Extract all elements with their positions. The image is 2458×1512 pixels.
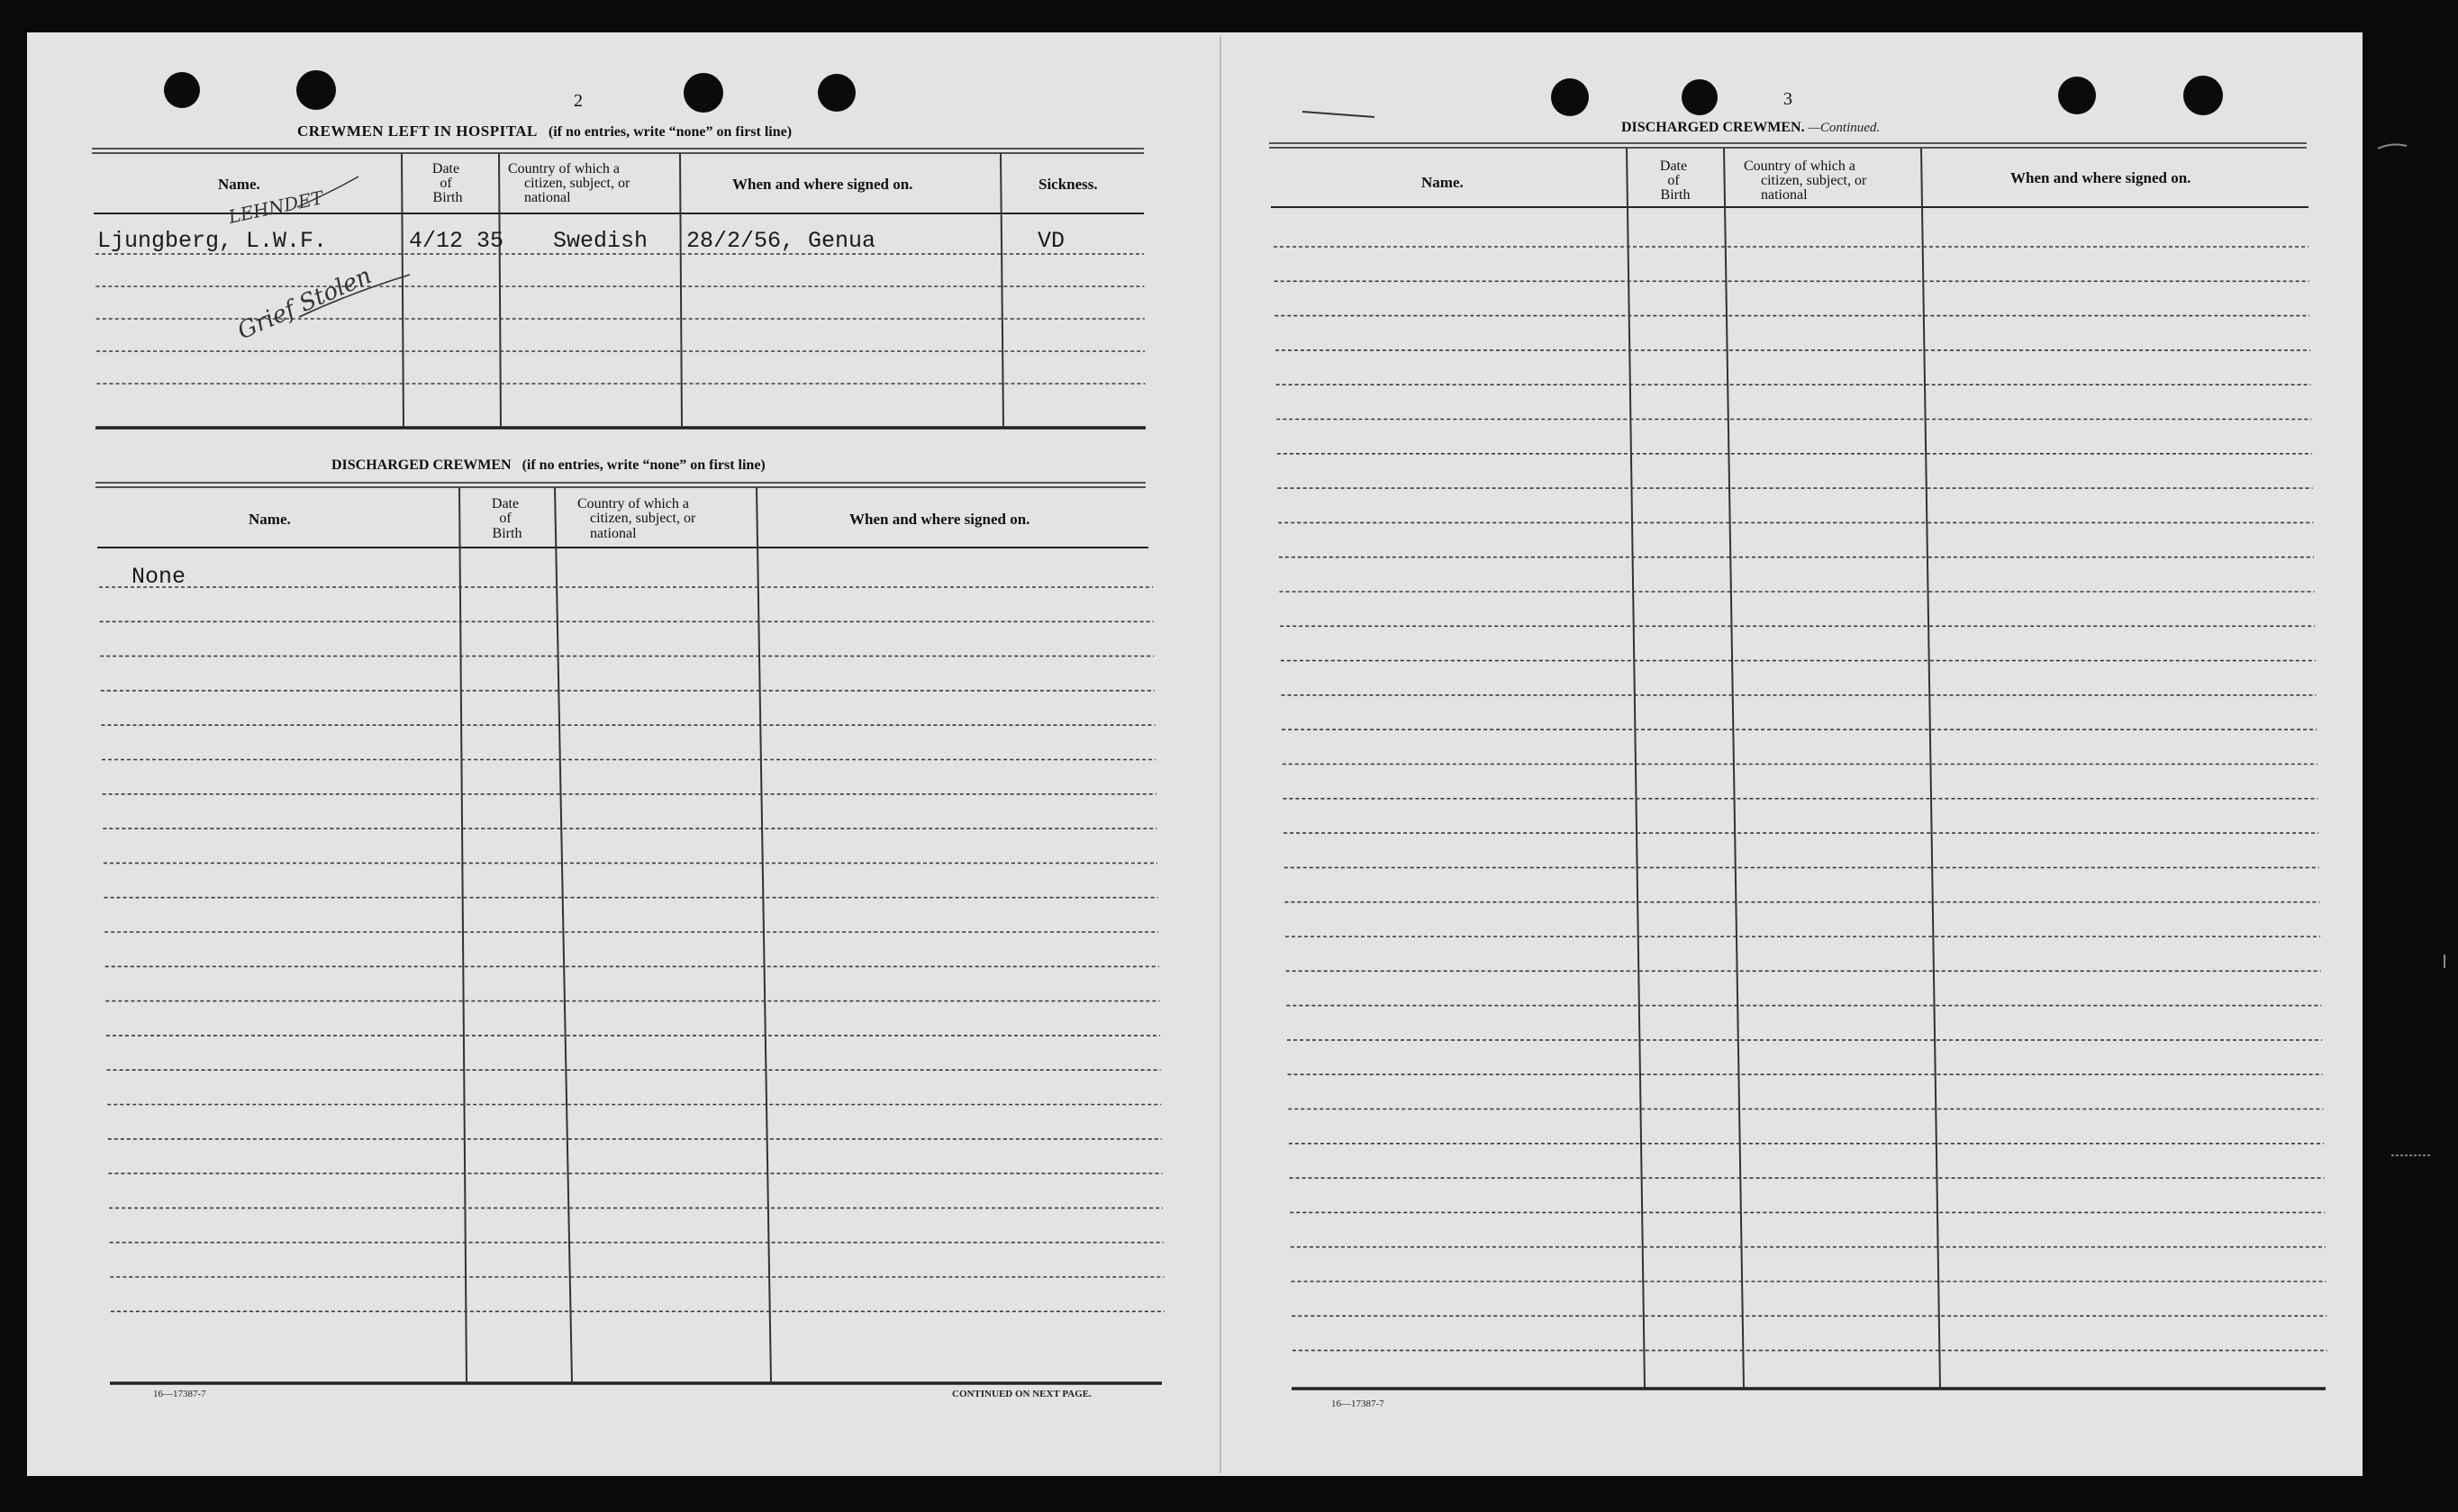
right-title: DISCHARGED CREWMEN. <box>1621 120 1805 135</box>
hospital-entry-signed: 28/2/56, Genua <box>686 228 876 254</box>
hospital-title: CREWMEN LEFT IN HOSPITAL <box>297 122 538 140</box>
discharged-title: DISCHARGED CREWMEN <box>331 457 512 473</box>
continued-note: CONTINUED ON NEXT PAGE. <box>952 1389 1092 1399</box>
hospital-entry-country: Swedish <box>553 228 649 254</box>
discharged-instruction: (if no entries, write “none” on first line) <box>522 457 766 473</box>
discharged-col-country: Country of which a citizen, subject, or national <box>577 496 696 541</box>
hospital-col-dob: Date of Birth <box>431 161 463 205</box>
right-col-country: Country of which a citizen, subject, or national <box>1744 158 1867 203</box>
discharged-col-name: Name. <box>249 511 291 528</box>
discharged-col-signed: When and where signed on. <box>849 511 1030 528</box>
form-number-right: 16—17387-7 <box>1331 1399 1384 1409</box>
page-number-right: 3 <box>1783 89 1792 109</box>
right-col-dob: Date of Birth <box>1659 158 1691 203</box>
right-section-title <box>1621 120 1880 135</box>
handwritten-note-1: LEHNDET <box>226 186 325 228</box>
hospital-entry-dob: 4/12 35 <box>409 228 504 254</box>
right-page-paper <box>1220 32 2363 1476</box>
hospital-col-name: Name. <box>218 176 260 193</box>
handwritten-note-2: Grief Stolen <box>233 262 376 346</box>
discharged-col-dob: Date of Birth <box>491 496 522 541</box>
discharged-entry-none: None <box>132 564 186 590</box>
hospital-col-sickness: Sickness. <box>1039 176 1098 193</box>
discharged-section-title <box>331 457 766 473</box>
hospital-col-country: Country of which a citizen, subject, or national <box>508 161 630 205</box>
right-title-suffix: —Continued. <box>1808 121 1881 135</box>
right-col-name: Name. <box>1421 174 1464 191</box>
hospital-entry-sickness: VD <box>1038 228 1066 254</box>
page-number-left: 2 <box>574 91 583 111</box>
right-col-signed: When and where signed on. <box>2010 169 2191 186</box>
hospital-col-signed: When and where signed on. <box>732 176 913 193</box>
hospital-instruction: (if no entries, write “none” on first line) <box>548 124 793 140</box>
hospital-entry-name: Ljungberg, L.W.F. <box>97 228 328 254</box>
form-number-left: 16—17387-7 <box>153 1389 206 1399</box>
